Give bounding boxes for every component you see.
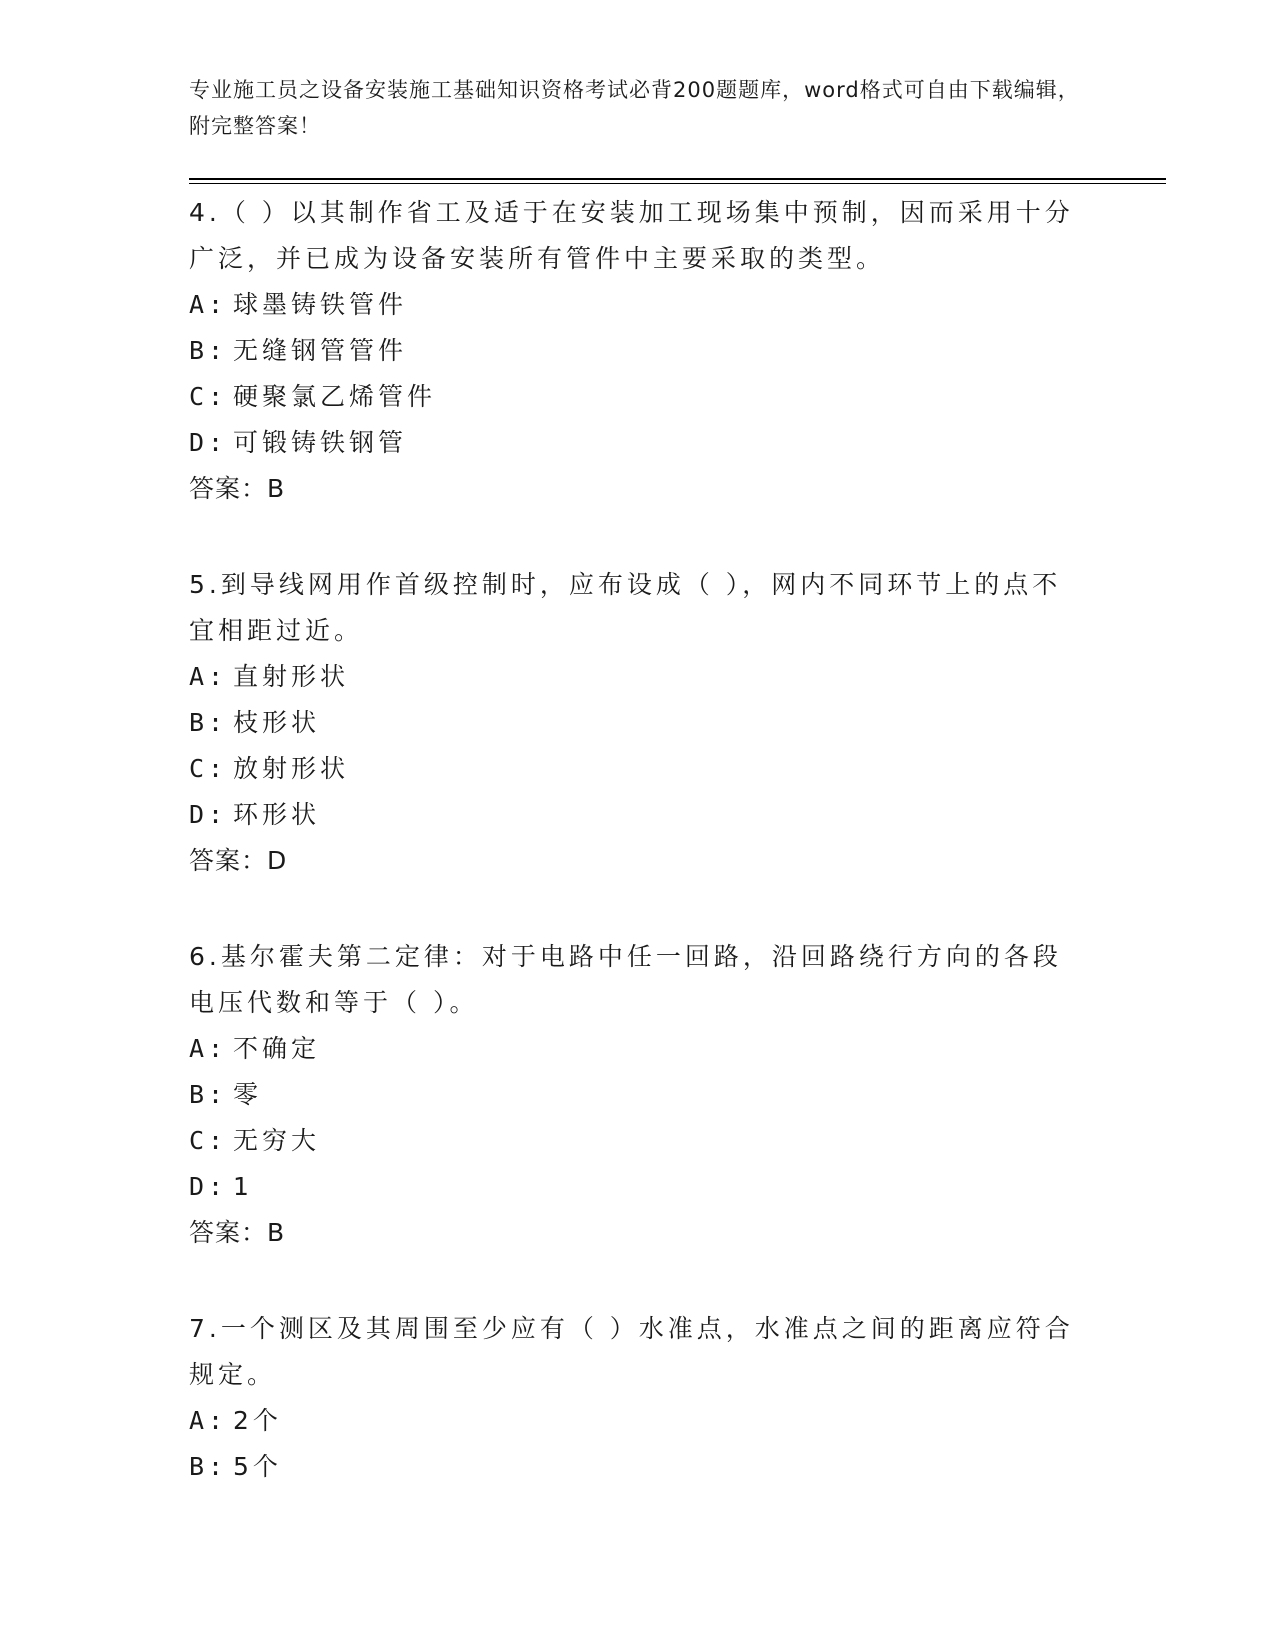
option-d bbox=[189, 1164, 1089, 1210]
header-divider-thick bbox=[189, 178, 1166, 180]
answer-line: 答案：B bbox=[189, 1218, 286, 1247]
question-stem: 5.到导线网用作首级控制时，应布设成（ ），网内不同环节上的点不宜相距过近。 bbox=[189, 570, 1062, 645]
option-label: B: bbox=[189, 336, 228, 365]
option-a bbox=[189, 654, 1089, 700]
option-text: 2个 bbox=[233, 1406, 282, 1435]
option-label: C: bbox=[189, 382, 228, 411]
option-label: C: bbox=[189, 754, 228, 783]
option-label: B: bbox=[189, 1452, 228, 1481]
option-label: A: bbox=[189, 290, 228, 319]
document-header: 专业施工员之设备安装施工基础知识资格考试必背200题题库，word格式可自由下载编辑，附完整答案！ bbox=[189, 78, 1080, 138]
option-label: D: bbox=[189, 800, 228, 829]
option-a bbox=[189, 282, 1089, 328]
option-text: 放射形状 bbox=[233, 754, 350, 783]
question-stem: 4.（ ）以其制作省工及适于在安装加工现场集中预制，因而采用十分广泛，并已成为设备安装所有管件中主要采取的类型。 bbox=[189, 198, 1074, 273]
option-label: D: bbox=[189, 1172, 228, 1201]
option-c bbox=[189, 374, 1089, 420]
option-text: 可锻铸铁钢管 bbox=[233, 428, 408, 457]
answer-line: 答案：B bbox=[189, 474, 286, 503]
option-label: A: bbox=[189, 1406, 228, 1435]
question-stem: 6.基尔霍夫第二定律：对于电路中任一回路，沿回路绕行方向的各段电压代数和等于（ ）。 bbox=[189, 942, 1062, 1017]
option-c bbox=[189, 746, 1089, 792]
option-label: A: bbox=[189, 662, 228, 691]
header-divider-thin bbox=[189, 183, 1166, 184]
option-text: 直射形状 bbox=[233, 662, 350, 691]
option-b bbox=[189, 328, 1089, 374]
option-text: 不确定 bbox=[233, 1034, 321, 1063]
question-stem: 7.一个测区及其周围至少应有（ ）水准点，水准点之间的距离应符合规定。 bbox=[189, 1314, 1074, 1389]
option-a bbox=[189, 1398, 1089, 1444]
option-d bbox=[189, 792, 1089, 838]
option-label: A: bbox=[189, 1034, 228, 1063]
option-label: C: bbox=[189, 1126, 228, 1155]
question-list bbox=[189, 190, 1089, 1540]
question-4 bbox=[189, 190, 1089, 512]
option-text: 球墨铸铁管件 bbox=[233, 290, 408, 319]
answer-line: 答案：D bbox=[189, 846, 288, 875]
option-c bbox=[189, 1118, 1089, 1164]
option-a bbox=[189, 1026, 1089, 1072]
option-b bbox=[189, 1072, 1089, 1118]
option-text: 零 bbox=[233, 1080, 263, 1109]
question-7 bbox=[189, 1306, 1089, 1490]
question-6 bbox=[189, 934, 1089, 1256]
option-text: 5个 bbox=[233, 1452, 282, 1481]
question-5 bbox=[189, 562, 1089, 884]
option-label: B: bbox=[189, 1080, 228, 1109]
option-b bbox=[189, 1444, 1089, 1490]
option-text: 环形状 bbox=[233, 800, 321, 829]
option-text: 枝形状 bbox=[233, 708, 321, 737]
option-text: 无缝钢管管件 bbox=[233, 336, 408, 365]
option-text: 1 bbox=[233, 1172, 253, 1201]
option-label: B: bbox=[189, 708, 228, 737]
option-d bbox=[189, 420, 1089, 466]
option-label: D: bbox=[189, 428, 228, 457]
option-b bbox=[189, 700, 1089, 746]
option-text: 硬聚氯乙烯管件 bbox=[233, 382, 437, 411]
option-text: 无穷大 bbox=[233, 1126, 321, 1155]
